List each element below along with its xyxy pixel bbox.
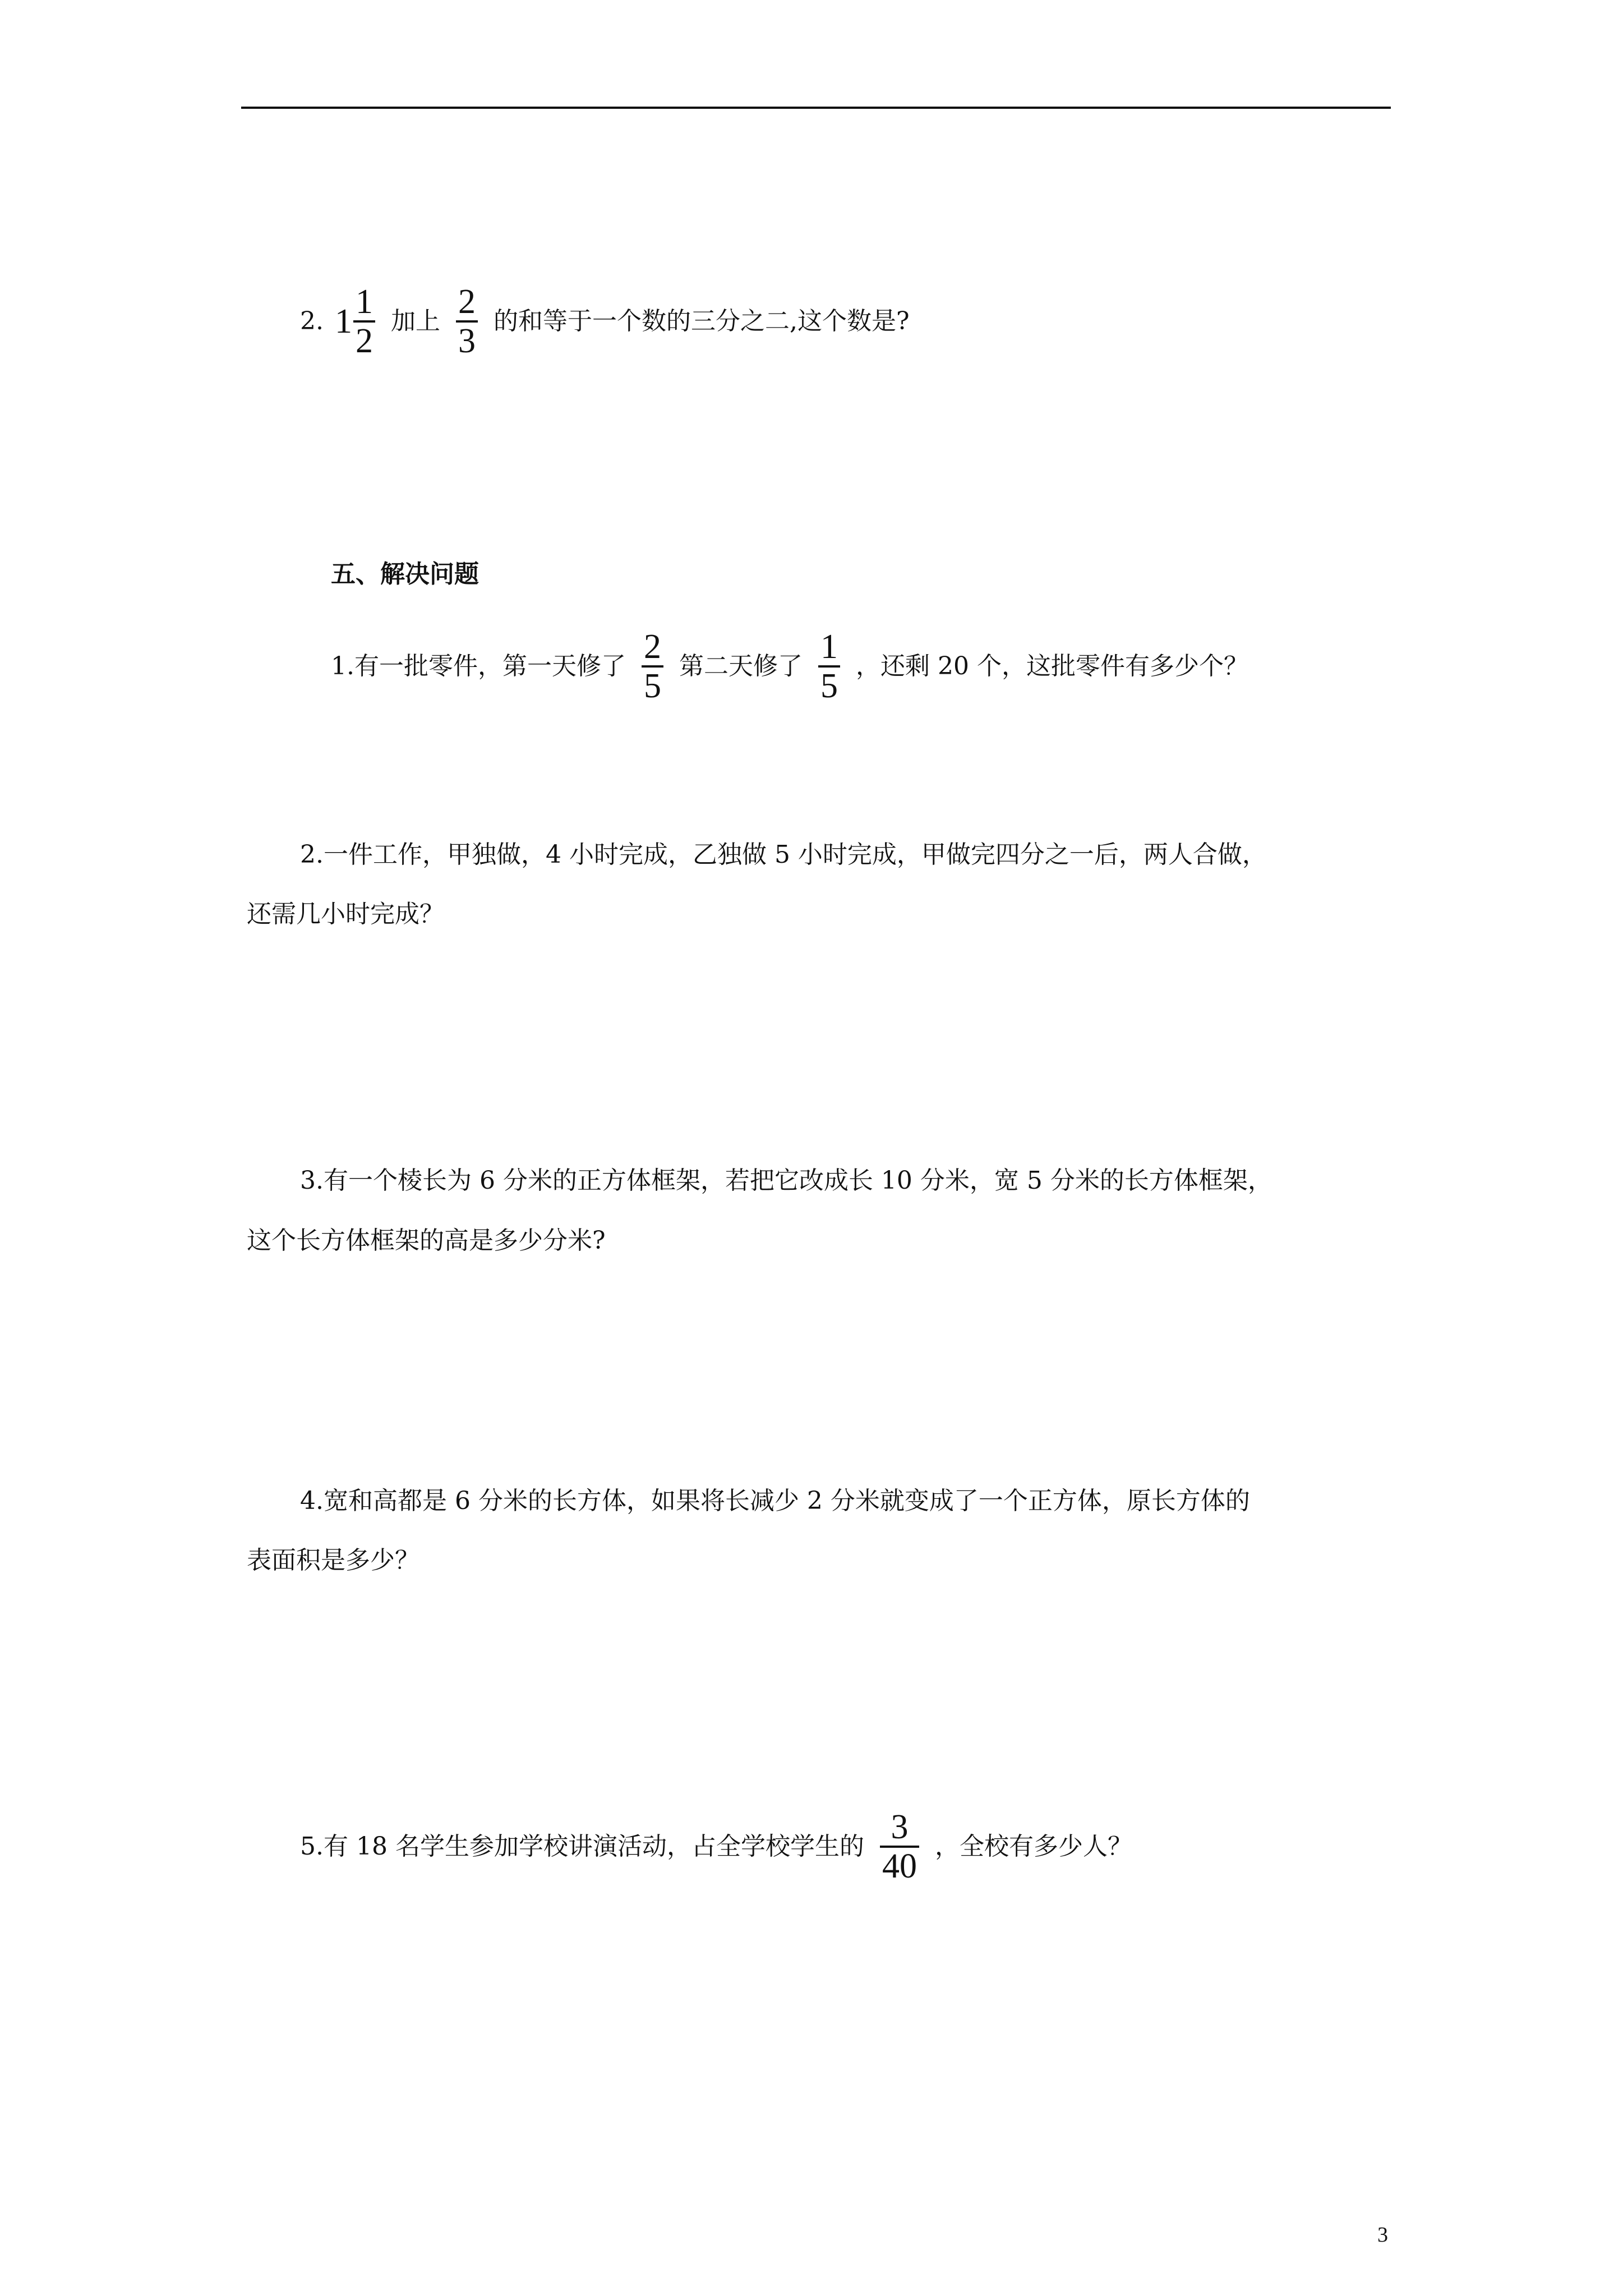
question-text: 加上 [390,307,440,335]
problem-4-line-1: 4.宽和高都是 6 分米的长方体，如果将长减少 2 分米就变成了一个正方体，原长方体的 [300,1487,1250,1515]
problem-text: 1.有一批零件，第一天修了 [331,652,626,680]
problem-1 [331,628,1248,705]
problem-2-line-2: 还需几小时完成？ [247,900,444,928]
problem-text: ，还剩 20 个，这批零件有多少个？ [855,652,1248,680]
header-rule [241,107,1391,109]
fraction-one-fifth: $\frac{1}{5}$ [818,628,840,705]
problem-text: ，全校有多少人？ [934,1832,1132,1861]
fraction-two-thirds: $\frac{2}{3}$ [456,283,478,360]
mixed-number-whole: 1 [334,302,352,341]
section-heading: 五、解决问题 [331,560,479,588]
problem-text: 5.有 18 名学生参加学校讲演活动，占全学校学生的 [300,1832,864,1861]
question-text: 的和等于一个数的三分之二,这个数是? [493,307,910,335]
problem-4-line-2: 表面积是多少？ [247,1546,419,1575]
fraction-two-fifths: $\frac{2}{5}$ [642,628,663,705]
question-2-fraction-calc [300,283,910,360]
problem-3-line-2: 这个长方体框架的高是多少分米? [247,1226,606,1255]
problem-text: 第二天修了 [679,652,803,680]
problem-2-line-1: 2.一件工作，甲独做，4 小时完成，乙独做 5 小时完成，甲做完四分之一后，两人合做， [300,840,1267,869]
page-number: 3 [1377,2223,1388,2247]
question-number: 2. [300,307,324,335]
problem-5 [300,1809,1132,1885]
fraction-one-half: $\frac{1}{2}$ [353,283,375,360]
fraction-three-fortieths: $\frac{3}{40}$ [880,1809,919,1885]
problem-3-line-1: 3.有一个棱长为 6 分米的正方体框架，若把它改成长 10 分米，宽 5 分米的长方体框架， [300,1166,1272,1195]
